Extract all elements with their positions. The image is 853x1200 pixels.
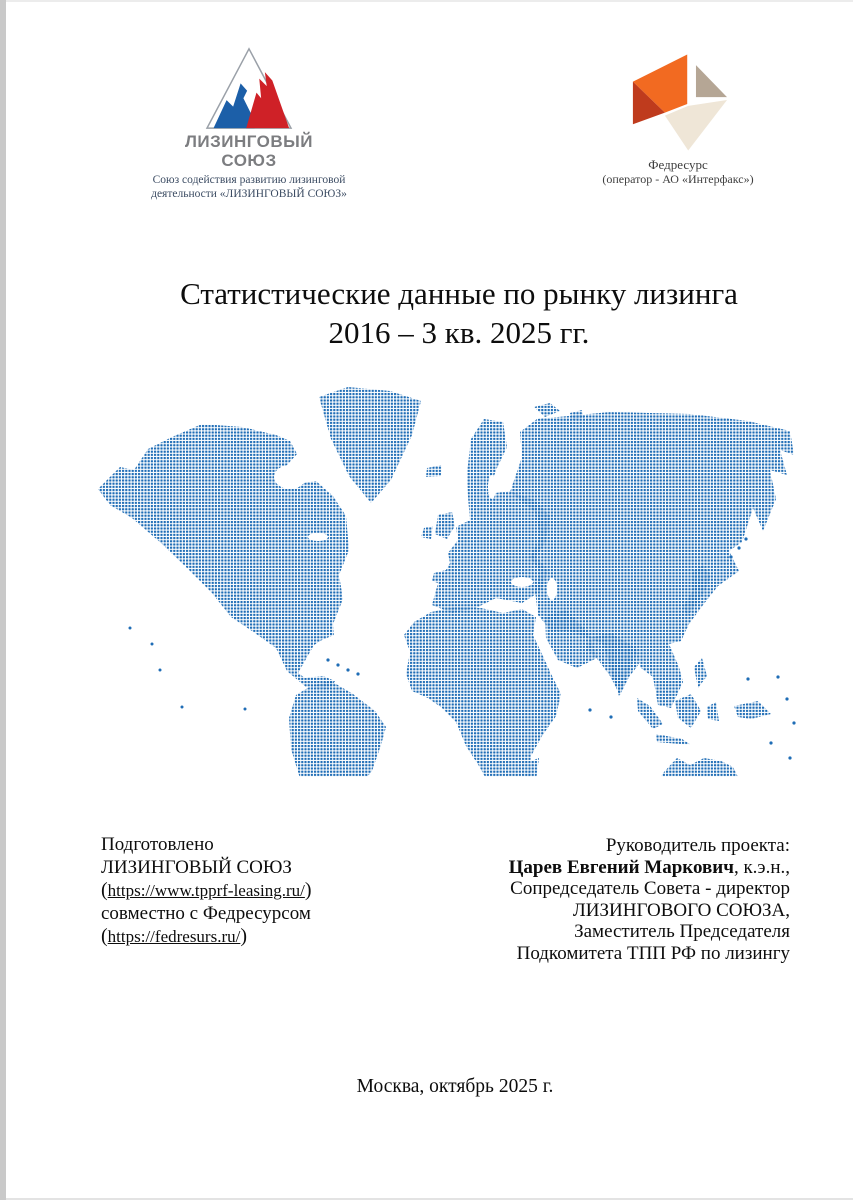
prepared-link2-line: (https://fedresurs.ru/): [101, 925, 248, 947]
page-title-line2: 2016 – 3 кв. 2025 гг.: [328, 315, 590, 350]
prepared-link1-line: (https://www.tpprf-leasing.ru/): [101, 879, 312, 901]
leasing-union-logo-block: [118, 44, 380, 201]
prepared-line3: совместно с Федресурсом: [101, 903, 311, 924]
lead-name-suffix: , к.э.н.,: [733, 856, 790, 878]
leasing-union-logo-title: ЛИЗИНГОВЫЙ СОЮЗ: [184, 132, 314, 170]
continents: [98, 387, 794, 777]
mountain-triangle-logo-icon: [193, 44, 305, 132]
lead-line6: Подкомитета ТПП РФ по лизингу: [516, 942, 790, 964]
place-date: Москва, октябрь 2025 г.: [356, 1076, 554, 1097]
world-map-graphic: [90, 377, 800, 777]
leasing-union-caption: Союз содействия развитию лизинговой деятельности «ЛИЗИНГОВЫЙ СОЮЗ»: [151, 174, 347, 200]
fedresurs-logo-block: [588, 52, 768, 186]
fedresurs-name: Федресурс: [648, 157, 708, 172]
viewer-left-edge: [0, 0, 6, 1200]
lead-line5: Заместитель Председателя: [574, 921, 790, 942]
lead-line4: ЛИЗИНГОВОГО СОЮЗА,: [572, 899, 790, 921]
fedresurs-link[interactable]: https://fedresurs.ru/: [107, 927, 241, 946]
prepared-line1: Подготовлено: [101, 834, 214, 855]
fedresurs-cube-logo-icon: [630, 52, 727, 152]
page-title-line1: Статистические данные по рынку лизинга: [180, 276, 738, 311]
tpprf-leasing-link[interactable]: https://www.tpprf-leasing.ru/: [107, 881, 305, 900]
lead-line3: Сопредседатель Совета - директор: [510, 878, 790, 899]
lead-line1: Руководитель проекта:: [605, 835, 790, 856]
lead-name: Царев Евгений Маркович: [508, 856, 734, 878]
page-title: [64, 274, 853, 352]
project-lead-block: [360, 835, 790, 964]
fedresurs-caption: (оператор - АО «Интерфакс»): [602, 172, 754, 186]
prepared-line2: ЛИЗИНГОВЫЙ СОЮЗ: [101, 857, 292, 878]
viewer-top-edge: [6, 0, 853, 2]
lead-name-line: [360, 857, 790, 879]
prepared-by-block: [101, 833, 312, 948]
